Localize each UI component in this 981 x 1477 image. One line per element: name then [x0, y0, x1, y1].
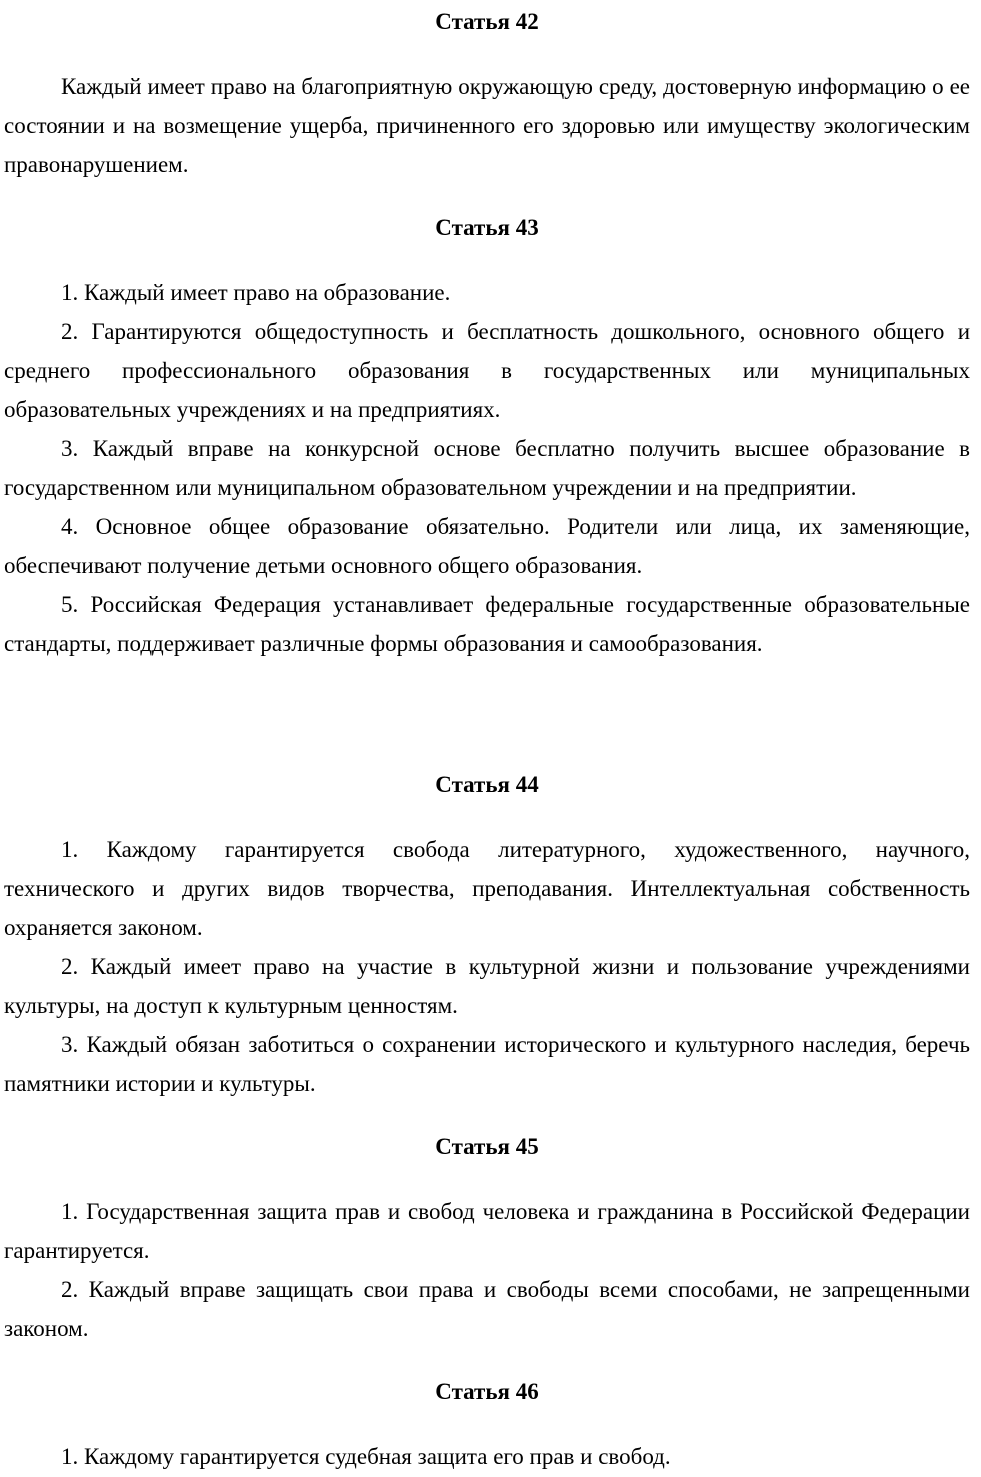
article-43: [4, 214, 970, 663]
article-paragraph: 2. Гарантируются общедоступность и бесплатность дошкольного, основного общего и среднего профессионального образования в государственных или муниципальных образовательных учреждениях и на предприятиях.: [4, 319, 970, 422]
article-paragraph: Каждый имеет право на благоприятную окружающую среду, достоверную информацию о ее состоянии и на возмещение ущерба, причиненного его здоровью или имуществу экологическим правонарушением.: [4, 74, 970, 177]
article-paragraph: 3. Каждый вправе на конкурсной основе бесплатно получить высшее образование в государственном или муниципальном образовательном учреждении и на предприятии.: [4, 436, 970, 500]
article-title: Статья 45: [435, 1134, 539, 1159]
article-42: [4, 8, 970, 184]
article-paragraph: 1. Каждому гарантируется свобода литературного, художественного, научного, технического и других видов творчества, преподавания. Интеллектуальная собственность охраняется законом.: [4, 837, 970, 940]
article-paragraph: 5. Российская Федерация устанавливает федеральные государственные образовательные стандарты, поддерживает различные формы образования и самообразования.: [4, 592, 970, 656]
article-paragraph: 1. Каждому гарантируется судебная защита его прав и свобод.: [61, 1444, 671, 1469]
article-paragraph: 1. Каждый имеет право на образование.: [61, 280, 451, 305]
article-title: Статья 44: [435, 772, 539, 797]
article-46: [4, 1378, 970, 1476]
article-paragraph: 2. Каждый имеет право на участие в культурной жизни и пользование учреждениями культуры, на доступ к культурным ценностям.: [4, 954, 970, 1018]
article-paragraph: 1. Государственная защита прав и свобод человека и гражданина в Российской Федерации гарантируется.: [4, 1199, 970, 1263]
article-44: [4, 771, 970, 1103]
article-title: Статья 42: [435, 9, 539, 34]
article-paragraph: 4. Основное общее образование обязательно. Родители или лица, их заменяющие, обеспечивают получение детьми основного общего образования.: [4, 514, 970, 578]
article-paragraph: 2. Каждый вправе защищать свои права и свободы всеми способами, не запрещенными законом.: [4, 1277, 970, 1341]
article-paragraph: 3. Каждый обязан заботиться о сохранении исторического и культурного наследия, беречь памятники истории и культуры.: [4, 1032, 970, 1096]
article-title: Статья 46: [435, 1379, 539, 1404]
article-45: [4, 1133, 970, 1348]
article-title: Статья 43: [435, 215, 539, 240]
